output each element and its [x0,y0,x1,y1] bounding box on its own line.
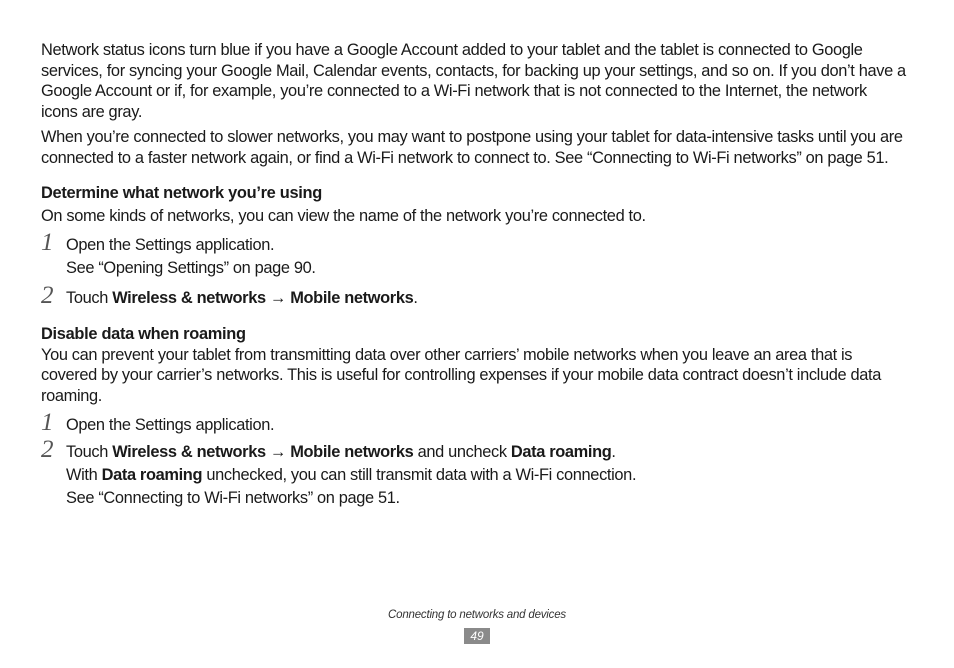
arrow: → [265,443,291,461]
page-content [41,40,907,510]
menu-mobile-networks: Mobile networks [290,289,414,307]
option-data-roaming: Data roaming [510,443,612,461]
step-text-pre: Touch [66,443,113,461]
step-text-post: . [611,443,616,461]
menu-wireless-networks: Wireless & networks [112,443,266,461]
determine-step-1 [41,229,907,280]
step-text: Open the Settings application. [66,236,275,254]
menu-wireless-networks: Wireless & networks [112,289,266,307]
roaming-step-2 [41,436,907,510]
step-text-post: . [413,289,418,307]
step-number: 1 [41,229,54,256]
paragraph-network-icons: Network status icons turn blue if you have a Google Account added to your tablet and the tablet is connected to Google services, for syncing your Google Mail, Calendar events, contacts, for backing up your settings, and so on. If you don’t have a Google Account or if, for example, you’re connected to a Wi-Fi network that is not connected to the Internet, the network icons are gray. [41,41,906,121]
roaming-step-1 [41,409,907,437]
step-text [66,287,907,310]
step-text: Open the Settings application. [66,416,275,434]
footer-section-title: Connecting to networks and devices [388,609,566,621]
menu-mobile-networks: Mobile networks [290,443,414,461]
paragraph-slower-networks: When you’re connected to slower networks, you may want to postpone using your tablet for data-intensive tasks until you are connected to a faster network again, or find a Wi-Fi network to connect to. See “Connecting to Wi-Fi networks” on page 51. [41,128,903,167]
detail-post: unchecked, you can still transmit data with a Wi-Fi connection. [202,466,637,484]
step-text-mid: and uncheck [413,443,511,461]
determine-intro: On some kinds of networks, you can view the name of the network you’re connected to. [41,206,646,225]
roaming-intro: You can prevent your tablet from transmitting data over other carriers’ mobile networks when you leave an area that is covered by your carrier’s networks. This is useful for controlling expenses if your mobile data contract doesn’t include data roaming. [41,345,881,405]
step-detail [66,464,907,487]
step-text [66,441,907,464]
determine-step-2 [41,282,907,310]
heading-determine-network: Determine what network you’re using [41,184,322,202]
step-note: See “Opening Settings” on page 90. [66,259,316,277]
arrow: → [265,289,291,307]
option-data-roaming: Data roaming [101,466,203,484]
page-number: 49 [464,628,490,644]
step-text-pre: Touch [66,289,113,307]
step-note: See “Connecting to Wi-Fi networks” on page 51. [66,489,400,507]
heading-disable-roaming: Disable data when roaming [41,325,246,343]
detail-pre: With [66,466,102,484]
step-number: 2 [41,282,54,309]
step-number: 1 [41,409,54,436]
step-number: 2 [41,436,54,463]
